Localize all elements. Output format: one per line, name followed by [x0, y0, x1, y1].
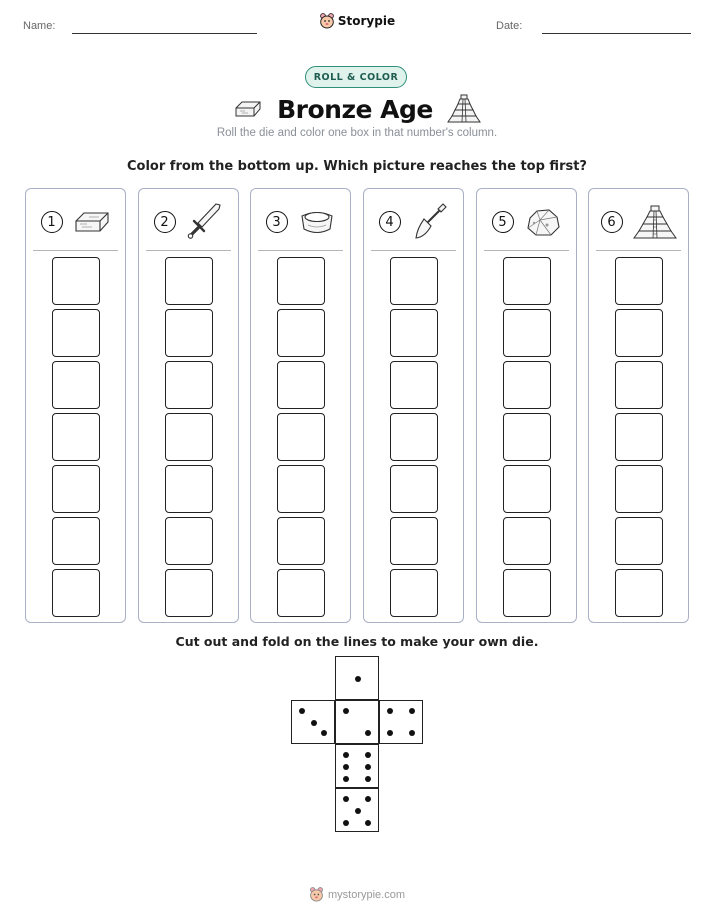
- instruction: Color from the bottom up. Which picture reaches the top first?: [127, 159, 587, 174]
- activity-badge: ROLL & COLOR: [305, 66, 407, 88]
- die-pip: [299, 708, 305, 714]
- die-pip: [365, 752, 371, 758]
- crucible-icon: [298, 207, 336, 237]
- die-pip: [343, 776, 349, 782]
- brand-name: Storypie: [337, 14, 396, 28]
- color-box[interactable]: [615, 465, 663, 513]
- die-face-one: [335, 656, 379, 700]
- footer-url[interactable]: mystorypie.com: [327, 888, 406, 901]
- sword-icon: [186, 201, 224, 243]
- die-pip: [365, 820, 371, 826]
- color-box[interactable]: [503, 465, 551, 513]
- column-divider: [596, 250, 681, 251]
- color-box[interactable]: [390, 309, 438, 357]
- color-box[interactable]: [615, 517, 663, 565]
- column-5: [476, 188, 577, 623]
- color-box[interactable]: [615, 309, 663, 357]
- color-box[interactable]: [52, 465, 100, 513]
- column-divider: [33, 250, 118, 251]
- name-line[interactable]: [72, 33, 257, 34]
- column-3: [250, 188, 351, 623]
- die-pip: [321, 730, 327, 736]
- title-row: [0, 92, 714, 126]
- column-header: [251, 199, 350, 245]
- die-pip: [355, 676, 361, 682]
- color-box[interactable]: [615, 413, 663, 461]
- die-pip: [355, 808, 361, 814]
- color-box[interactable]: [165, 257, 213, 305]
- color-box[interactable]: [390, 569, 438, 617]
- color-box[interactable]: [277, 413, 325, 461]
- color-box[interactable]: [390, 465, 438, 513]
- ziggurat-icon: [447, 94, 481, 124]
- column-6: [588, 188, 689, 623]
- die-face-two: [335, 700, 379, 744]
- subtitle: Roll the die and color one box in that number's column.: [216, 127, 498, 139]
- footer: [0, 886, 714, 903]
- die-pip: [387, 730, 393, 736]
- column-number: 1: [41, 211, 63, 233]
- color-box[interactable]: [277, 309, 325, 357]
- color-box[interactable]: [390, 517, 438, 565]
- die-face-three: [291, 700, 335, 744]
- color-box[interactable]: [503, 569, 551, 617]
- column-4: [363, 188, 464, 623]
- die-pip: [343, 796, 349, 802]
- color-box[interactable]: [52, 413, 100, 461]
- color-box[interactable]: [277, 569, 325, 617]
- color-box[interactable]: [165, 413, 213, 461]
- cutout-instruction: Cut out and fold on the lines to make your own die.: [175, 634, 539, 649]
- color-box[interactable]: [390, 257, 438, 305]
- color-box[interactable]: [277, 517, 325, 565]
- die-pip: [343, 752, 349, 758]
- name-label: Name:: [23, 20, 56, 32]
- column-1: [25, 188, 126, 623]
- color-box[interactable]: [503, 257, 551, 305]
- die-face-five: [335, 788, 379, 832]
- column-number: 2: [154, 211, 176, 233]
- color-box[interactable]: [503, 517, 551, 565]
- column-divider: [258, 250, 343, 251]
- column-header: [139, 199, 238, 245]
- color-box[interactable]: [52, 517, 100, 565]
- column-number: 4: [379, 211, 401, 233]
- storypie-mascot-icon: [309, 886, 324, 903]
- die-pip: [409, 730, 415, 736]
- storypie-mascot-icon: [319, 12, 335, 30]
- die-pip: [387, 708, 393, 714]
- color-box[interactable]: [503, 309, 551, 357]
- color-box[interactable]: [165, 517, 213, 565]
- column-header: [26, 199, 125, 245]
- color-box[interactable]: [615, 257, 663, 305]
- column-divider: [146, 250, 231, 251]
- column-number: 5: [492, 211, 514, 233]
- color-box[interactable]: [277, 257, 325, 305]
- die-pip: [311, 720, 317, 726]
- column-header: [477, 199, 576, 245]
- color-box[interactable]: [503, 413, 551, 461]
- ingot-icon: [73, 207, 111, 237]
- die-pip: [365, 764, 371, 770]
- column-divider: [484, 250, 569, 251]
- column-divider: [371, 250, 456, 251]
- brand-logo: [0, 12, 714, 30]
- ingot-icon: [233, 98, 263, 120]
- color-box[interactable]: [52, 309, 100, 357]
- die-pip: [343, 820, 349, 826]
- color-box[interactable]: [165, 361, 213, 409]
- column-header: [589, 199, 688, 245]
- die-pip: [365, 730, 371, 736]
- color-box[interactable]: [503, 361, 551, 409]
- color-box[interactable]: [165, 569, 213, 617]
- color-box[interactable]: [52, 257, 100, 305]
- die-face-six: [335, 744, 379, 788]
- color-box[interactable]: [390, 413, 438, 461]
- column-2: [138, 188, 239, 623]
- ziggurat-icon: [633, 204, 677, 240]
- column-number: 3: [266, 211, 288, 233]
- die-pip: [365, 796, 371, 802]
- column-number: 6: [601, 211, 623, 233]
- ore-rock-icon: [524, 206, 562, 238]
- color-box[interactable]: [165, 309, 213, 357]
- color-box[interactable]: [277, 465, 325, 513]
- page-title: Bronze Age: [277, 94, 433, 124]
- date-label: Date:: [496, 20, 523, 32]
- color-box[interactable]: [52, 569, 100, 617]
- color-box[interactable]: [615, 361, 663, 409]
- die-pip: [365, 776, 371, 782]
- die-pip: [343, 708, 349, 714]
- color-box[interactable]: [277, 361, 325, 409]
- shovel-icon: [411, 201, 449, 243]
- color-box[interactable]: [615, 569, 663, 617]
- color-box[interactable]: [52, 361, 100, 409]
- date-line[interactable]: [542, 33, 691, 34]
- color-box[interactable]: [165, 465, 213, 513]
- color-box[interactable]: [390, 361, 438, 409]
- die-face-four: [379, 700, 423, 744]
- die-pip: [343, 764, 349, 770]
- die-pip: [409, 708, 415, 714]
- column-header: [364, 199, 463, 245]
